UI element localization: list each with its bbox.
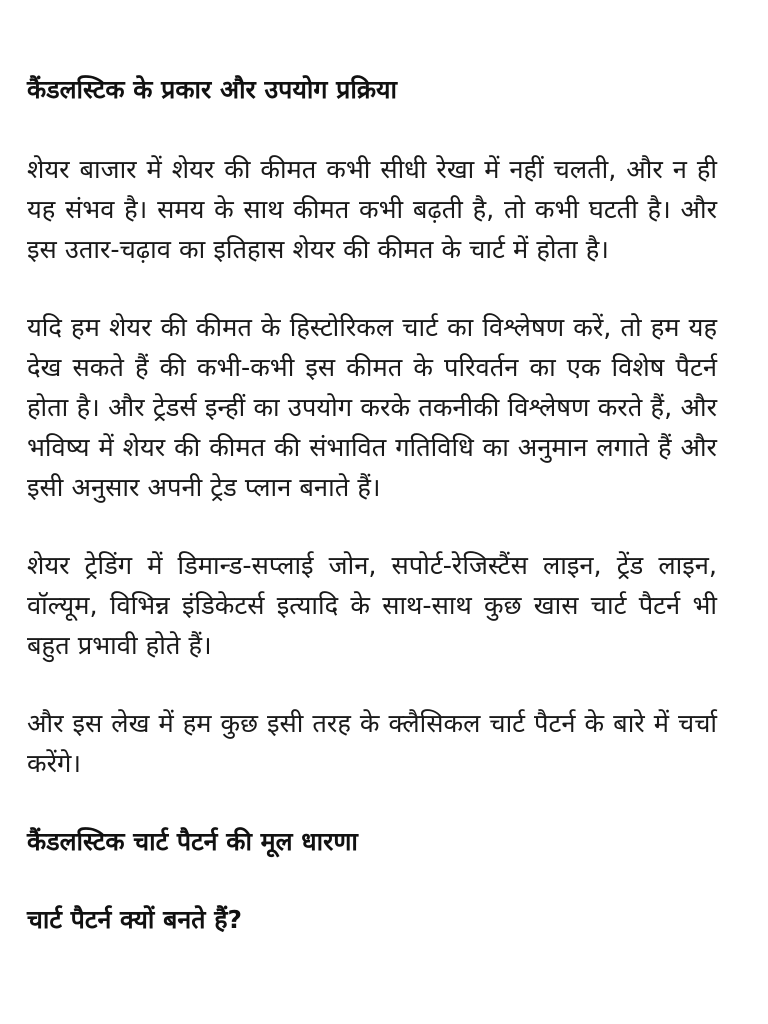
article-body (27, 70, 717, 940)
paragraph-intro: शेयर बाजार में शेयर की कीमत कभी सीधी रेखा में नहीं चलती, और न ही यह संभव है। समय के साथ कीमत कभी बढ़ती है, तो कभी घटती है। और इस उतार-चढ़ाव का इतिहास शेयर की कीमत के चार्ट में होता है। (27, 155, 717, 265)
paragraph-trading-tools: शेयर ट्रेडिंग में डिमान्ड-सप्लाई जोन, सपोर्ट-रेजिस्टैंस लाइन, ट्रेंड लाइन, वॉल्यूम, विभिन्न इंडिकेटर्स इत्यादि के साथ-साथ कुछ खास चार्ट पैटर्न भी बहुत प्रभावी होते हैं। (27, 551, 717, 661)
subheading-basic-concept: कैंडलस्टिक चार्ट पैटर्न की मूल धारणा (27, 827, 358, 856)
paragraph-historical-chart: यदि हम शेयर की कीमत के हिस्टोरिकल चार्ट का विश्लेषण करें, तो हम यह देख सकते हैं की कभी-कभी इस कीमत के परिवर्तन का एक विशेष पैटर्न होता है। और ट्रेडर्स इन्हीं का उपयोग करके तकनीकी विश्लेषण करते हैं, और भविष्य में शेयर की कीमत की संभावित गतिविधि का अनुमान लगाते हैं और इसी अनुसार अपनी ट्रेड प्लान बनाते हैं। (27, 313, 717, 503)
article-title: कैंडलस्टिक के प्रकार और उपयोग प्रक्रिया (27, 75, 397, 104)
subheading-why-patterns-form: चार्ट पैटर्न क्यों बनते हैं? (27, 905, 242, 934)
paragraph-article-scope: और इस लेख में हम कुछ इसी तरह के क्लैसिकल चार्ट पैटर्न के बारे में चर्चा करेंगे। (27, 709, 717, 779)
